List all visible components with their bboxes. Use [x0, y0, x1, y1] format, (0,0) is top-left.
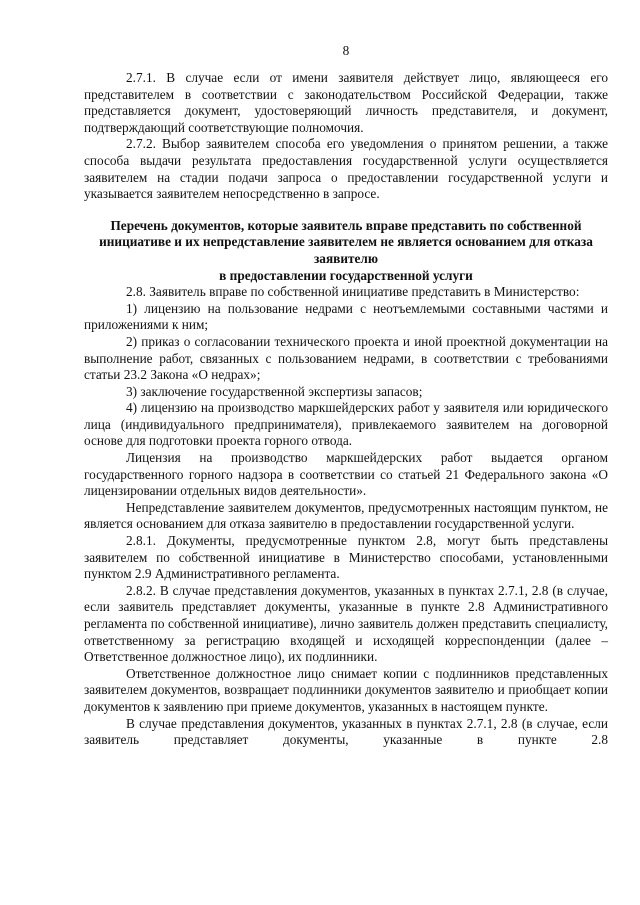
paragraph-2-8-1: 2.8.1. Документы, предусмотренные пунктом 2.8, могут быть представлены заявителем по собственной инициативе в Министерство способами, установленными пунктом 2.9 Административного регламента. [84, 533, 608, 582]
section-heading [84, 218, 608, 284]
paragraph-continued: В случае представления документов, указанных в пунктах 2.7.1, 2.8 (в случае, если заявитель представляет документы, указанные в пункте 2.8 [84, 715, 608, 748]
document-page [84, 0, 608, 905]
paragraph-license-note: Лицензия на производство маркшейдерских работ выдается органом государственного горного надзора в соответствии со статьей 21 Федерального закона «О лицензировании отдельных видов деятельности». [84, 450, 608, 499]
paragraph-non-submission: Непредставление заявителем документов, предусмотренных настоящим пунктом, не является основанием для отказа заявителю в предоставлении государственной услуги. [84, 499, 608, 532]
list-item-4: 4) лицензию на производство маркшейдерских работ у заявителя или юридического лица (индивидуального предпринимателя), привлекаемого заявителем на договорной основе для подготовки проекта горного отвода. [84, 400, 608, 449]
section-heading-line-2: в предоставлении государственной услуги [219, 267, 473, 283]
paragraph-copies: Ответственное должностное лицо снимает копии с подлинников представленных заявителем документов, возвращает подлинники документов заявителю и приобщает копии документов к заявлению при приеме документов, указанных в настоящем пункте. [84, 665, 608, 714]
list-item-1: 1) лицензию на пользование недрами с неотъемлемыми составными частями и приложениями к ним; [84, 300, 608, 333]
paragraph-2-8: 2.8. Заявитель вправе по собственной инициативе представить в Министерство: [126, 284, 580, 300]
section-heading-line-1: Перечень документов, которые заявитель вправе представить по собственной инициативе и их непредставление заявителем не является основанием для отказа заявителю [99, 217, 593, 266]
list-item-3: 3) заключение государственной экспертизы запасов; [126, 383, 423, 399]
paragraph-2-7-1: 2.7.1. В случае если от имени заявителя действует лицо, являющееся его представителем в соответствии с законодательством Российской Федерации, также представляется документ, удостоверяющий личность представителя, и документ, подтверждающий соответствующие полномочия. [84, 70, 608, 135]
list-item-2: 2) приказ о согласовании технического проекта и иной проектной документации на выполнение работ, связанных с пользованием недрами, в соответствии с требованиями статьи 23.2 Закона «О недрах»; [84, 333, 608, 383]
paragraph-2-7-2: 2.7.2. Выбор заявителем способа его уведомления о принятом решении, а также способа выдачи результата предоставления государственной услуги осуществляется заявителем на стадии подачи запроса о предоставлении государственной услуги и указывается заявителем непосредственно в запросе. [84, 136, 608, 202]
section-gap [84, 203, 608, 218]
paragraph-2-8-2: 2.8.2. В случае представления документов, указанных в пунктах 2.7.1, 2.8 (в случае, если заявитель представляет документы, указанные в пункте 2.8 Административного регламента по собственной инициативе), лично заявитель должен представить специалисту, ответственному за регистрацию входящей и исходящей корреспонденции (далее – Ответственное должностное лицо), их подлинники. [84, 582, 608, 665]
page-number: 8 [342, 43, 350, 58]
document-body [84, 70, 608, 749]
